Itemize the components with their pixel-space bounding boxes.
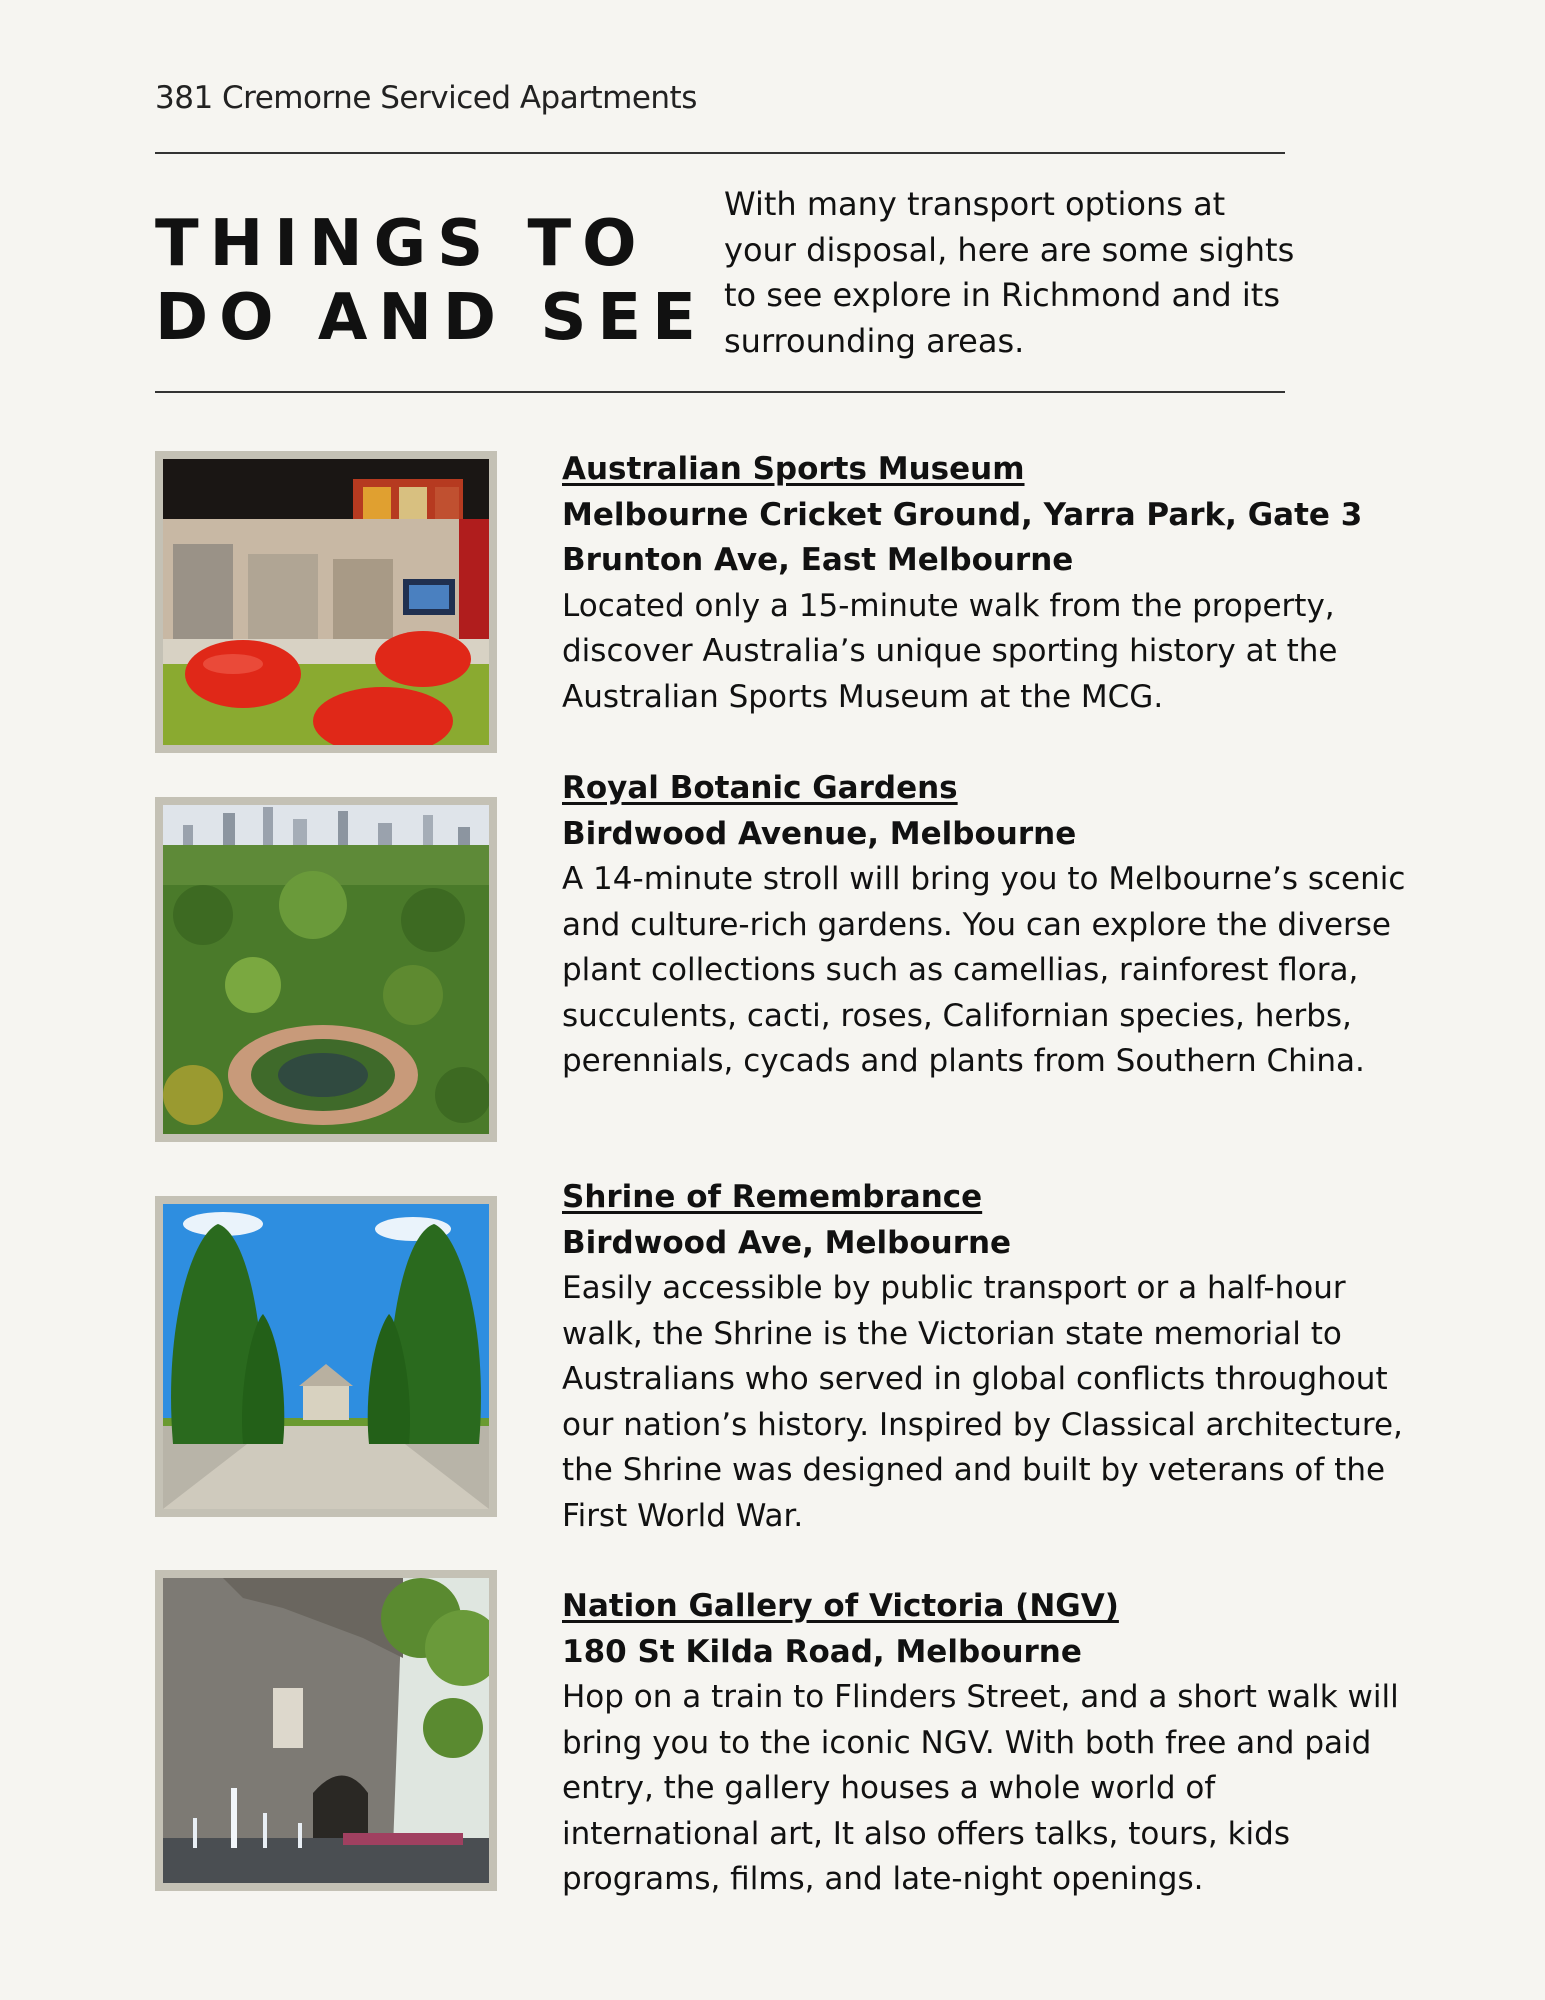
attraction-description: A 14-minute stroll will bring you to Melbourne’s scenic and culture-rich gardens. You can explore the diverse plant collections such as camellias, rainforest flora, succulents, cacti, roses, Californian species, herbs, perennials, cycads and plants from Southern China. bbox=[562, 861, 1406, 1079]
bottom-divider bbox=[155, 391, 1285, 393]
attraction-address: Birdwood Avenue, Melbourne bbox=[562, 815, 1077, 852]
sports-museum-photo bbox=[155, 451, 497, 753]
attraction-botanic-gardens bbox=[562, 766, 1412, 1085]
attraction-ngv bbox=[562, 1584, 1412, 1903]
ngv-photo bbox=[155, 1570, 497, 1891]
attraction-description: Easily accessible by public transport or a half-hour walk, the Shrine is the Victorian state memorial to Australians who served in global conflicts throughout our nation’s history. Inspired by Classical architecture, the Shrine was designed and built by veterans of the First World War. bbox=[562, 1270, 1403, 1534]
top-divider bbox=[155, 152, 1285, 154]
attraction-name: Australian Sports Museum bbox=[562, 451, 1025, 487]
attraction-shrine bbox=[562, 1175, 1412, 1539]
attraction-description: Hop on a train to Flinders Street, and a short walk will bring you to the iconic NGV. With both free and paid entry, the gallery houses a whole world of international art, It also offers talks, tours, kids programs, films, and late-night openings. bbox=[562, 1679, 1399, 1897]
attraction-description: Located only a 15-minute walk from the property, discover Australia’s unique sporting history at the Australian Sports Museum at the MCG. bbox=[562, 587, 1338, 715]
attraction-name: Royal Botanic Gardens bbox=[562, 770, 958, 806]
page-title-line-2: DO AND SEE bbox=[155, 281, 707, 355]
attraction-sports-museum bbox=[562, 447, 1412, 720]
page-title bbox=[155, 207, 707, 355]
attraction-address: Brunton Ave, East Melbourne bbox=[562, 542, 1074, 578]
attraction-name: Shrine of Remembrance bbox=[562, 1179, 983, 1215]
attraction-name: Nation Gallery of Victoria (NGV) bbox=[562, 1588, 1119, 1624]
brand-name: 381 Cremorne Serviced Apartments bbox=[155, 80, 697, 116]
intro-text: With many transport options at your disposal, here are some sights to see explore in Richmond and its surrounding areas. bbox=[724, 185, 1295, 360]
botanic-gardens-photo bbox=[155, 797, 497, 1142]
attraction-address: Melbourne Cricket Ground, Yarra Park, Gate 3 bbox=[562, 496, 1363, 533]
page-title-line-1: THINGS TO bbox=[155, 207, 648, 281]
attraction-address: Birdwood Ave, Melbourne bbox=[562, 1224, 1012, 1261]
shrine-photo bbox=[155, 1196, 497, 1517]
attraction-address: 180 St Kilda Road, Melbourne bbox=[562, 1633, 1082, 1670]
